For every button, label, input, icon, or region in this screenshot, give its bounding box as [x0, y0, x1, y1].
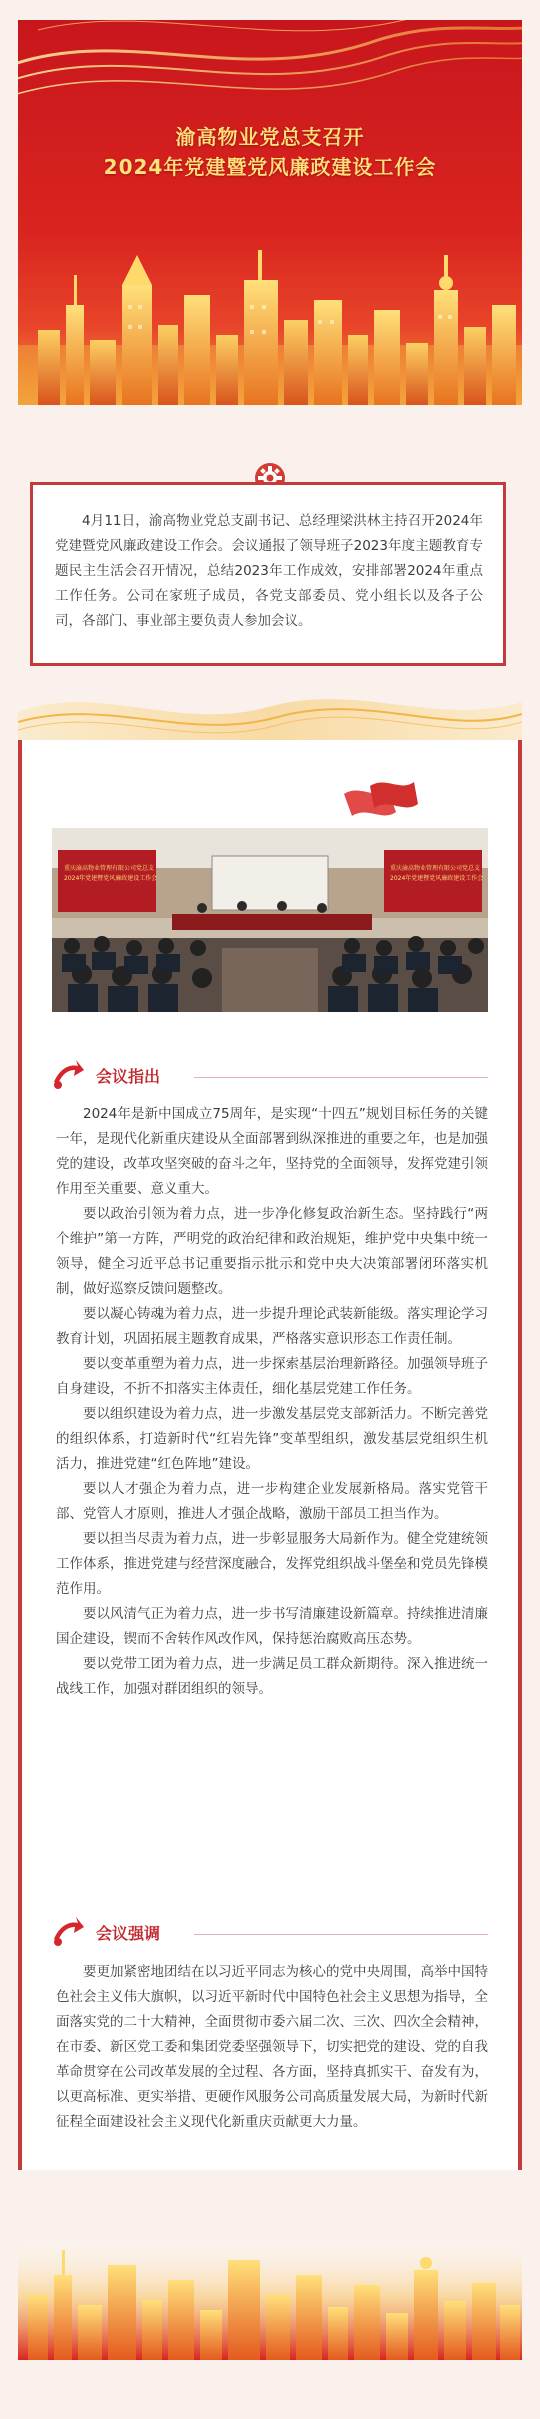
- section-title: 会议指出: [96, 1067, 161, 1086]
- section1-paragraph: 要以凝心铸魂为着力点，进一步提升理论武装新能级。落实理论学习教育计划，巩固拓展主题教育成果，严格落实意识形态工作责任制。: [56, 1306, 488, 1347]
- section1-paragraph: 2024年是新中国成立75周年，是实现“十四五”规划目标任务的关键一年，是现代化新重庆建设从全面部署到纵深推进的重要之年，也是加强党的建设，改革攻坚突破的奋斗之年，坚持党的全面领导，发挥党建引领作用至关重要、意义重大。: [56, 1106, 488, 1197]
- section-divider-line: [194, 1077, 488, 1078]
- section2-body: [56, 1960, 488, 2135]
- red-flag-icon: [340, 778, 420, 826]
- section1-paragraph: 要以人才强企为着力点，进一步构建企业发展新格局。落实党管干部、党管人才原则，推进人才强企战略，激励干部员工担当作为。: [56, 1481, 488, 1522]
- section1-paragraph: 要以变革重塑为着力点，进一步探索基层治理新路径。加强领导班子自身建设，不折不扣落实主体责任，细化基层党建工作任务。: [56, 1356, 488, 1397]
- section1-paragraph: 要以风清气正为着力点，进一步书写清廉建设新篇章。持续推进清廉国企建设，锲而不舍转作风改作风，保持惩治腐败高压态势。: [56, 1606, 488, 1647]
- section1-paragraph: 要以政治引领为着力点，进一步净化修复政治新生态。坚持践行“两个维护”第一方阵，严明党的政治纪律和政治规矩，维护党中央集中统一领导，健全习近平总书记重要指示批示和党中央大决策部署闭环落实机制，做好巡察反馈问题整改。: [56, 1206, 488, 1297]
- section1-paragraph: 要以组织建设为着力点，进一步激发基层党支部新活力。不断完善党的组织体系，打造新时代“红岩先锋”变革型组织，激发基层党组织生机活力，推进党建“红色阵地”建设。: [56, 1406, 488, 1472]
- section1-paragraph: 要以担当尽责为着力点，进一步彰显服务大局新作为。健全党建统领工作体系，推进党建与经营深度融合，发挥党组织战斗堡垒和党员先锋模范作用。: [56, 1531, 488, 1597]
- svg-text:2024年党建暨党风廉政建设工作会: 2024年党建暨党风廉政建设工作会: [64, 875, 158, 882]
- banner-title-line2: 2024年党建暨党风廉政建设工作会: [103, 155, 437, 179]
- header-banner: [18, 20, 522, 405]
- red-arrow-icon: [52, 1917, 84, 1947]
- section-header-meeting-points: [52, 1060, 488, 1090]
- section-title: 会议强调: [96, 1924, 161, 1943]
- gold-swirl-decoration: [18, 20, 522, 130]
- banner-title-line1: 渝高物业党总支召开: [175, 125, 365, 149]
- section-header-meeting-emphasis: [52, 1917, 488, 1947]
- banner-title: [18, 122, 522, 182]
- red-arrow-icon: [52, 1060, 84, 1090]
- footer-city-skyline-illustration: [18, 2235, 522, 2360]
- city-skyline-illustration: [18, 235, 522, 405]
- section1-paragraph: 要以党带工团为着力点，进一步满足员工群众新期待。深入推进统一战线工作，加强对群团组织的领导。: [56, 1656, 488, 1697]
- section1-body: [56, 1102, 488, 1702]
- svg-text:2024年党建暨党风廉政建设工作会: 2024年党建暨党风廉政建设工作会: [390, 875, 484, 882]
- intro-paragraph: 4月11日，渝高物业党总支副书记、总经理梁洪林主持召开2024年党建暨党风廉政建设工作会。会议通报了领导班子2023年度主题教育专题民主生活会召开情况，总结2023年工作成效，安排部署2024年重点工作任务。公司在家班子成员，各党支部委员、党小组长以及各子公司，各部门、事业部主要负责人参加会议。: [55, 513, 483, 629]
- intro-box: [30, 482, 506, 666]
- svg-text:重庆渝高物业管理有限公司党总支: 重庆渝高物业管理有限公司党总支: [64, 865, 155, 872]
- svg-text:重庆渝高物业管理有限公司党总支: 重庆渝高物业管理有限公司党总支: [390, 865, 481, 872]
- meeting-photo: [52, 828, 488, 1012]
- section-divider-line: [194, 1934, 488, 1935]
- section2-paragraph: 要更加紧密地团结在以习近平同志为核心的党中央周围，高举中国特色社会主义伟大旗帜，以习近平新时代中国特色社会主义思想为指导，全面落实党的二十大精神，全面贯彻市委六届二次、三次、四次全会精神，在市委、新区党工委和集团党委坚强领导下，切实把党的建设、党的自我革命贯穿在公司改革发展的全过程、各方面，坚持真抓实干、奋发有为，以更高标准、更实举措、更硬作风服务公司高质量发展大局，为新时代新征程全面建设社会主义现代化新重庆贡献更大力量。: [56, 1964, 488, 2130]
